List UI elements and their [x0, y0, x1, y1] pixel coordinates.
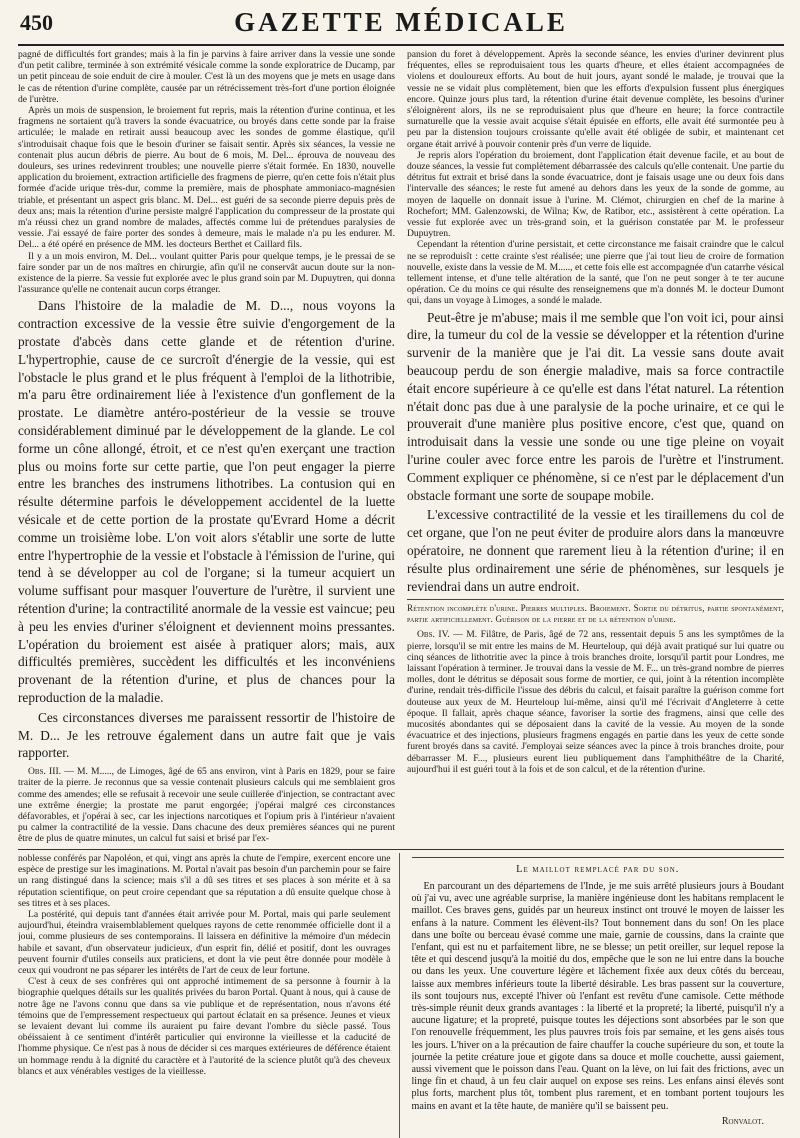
observation-block — [407, 629, 784, 775]
paragraph: Je repris alors l'opération du broiement, dont l'application était devenue facile, et au bout de douze séances, la vessie fut complètement débarrassée des calculs qu'elle contenait. Une partie du détritus fut extrait et brisé dans la sonde évacuatrice, dont je faisais usage une ou deux fois dans l'intervalle des séances; le reste fut amené au dehors dans les yeux de la sonde de gomme, au moyen de laquelle on donnait issue à l'urine. M. Clémot, chirurgien en chef de la marine à Rochefort; MM. Galenzowski, de Wilna; Kw, de Ratibor, etc., assistèrent à cette opération. La vessie fut explorée avec un très-grand soin, et la guérison constatée par M. le professeur Dupuytren. — [407, 149, 784, 240]
article-body — [412, 881, 785, 1113]
paragraph: La postérité, qui depuis tant d'années était arrivée pour M. Portal, mais qui parle seulement aujourd'hui, éteindra vraisemblablement quelques rayons de cette renommée officielle dont il a joui, comme plusieurs de ses contemporains. Il laissera en définitive la mémoire d'un médecin habile et savant, d'un observateur judicieux, d'un esprit fin, délié et positif, dont les ouvrages peuvent fournir d'utiles conseils aux praticiens, et dont la vie peut être donnée pour modèle à ceux qui voudront ne pas séparer les intérêts de l'art de ceux de leur fortune. — [18, 909, 391, 977]
paragraph: Peut-être je m'abuse; mais il me semble que l'on voit ici, pour ainsi dire, la tumeur du col de la vessie se développer et la rétention d'urine survenir de la manière que je l'ai dit. La vessie sans doute avait beaucoup perdu de son énergie maladive, mais sa force contractile était encore supérieure à ce qu'elle est dans l'état naturel. La rétention n'était donc pas due à une paralysie de la poche urinaire, et ce qui le prouverait d'une manière plus positive encore, c'est que, quand on introduisait dans la vessie une sonde ou une tige pleine on voyait l'urine couler avec force entre les parois de l'urètre et l'instrument. Comment expliquer ce phénomène, si ce n'est par le déplacement d'un obstacle formant une sorte de soupape mobile. — [407, 309, 784, 503]
paragraph: Cependant la rétention d'urine persistait, et cette circonstance me faisait craindre que le calcul ne se reproduisît : cette crainte s'est réalisée; une pierre que j'ai tout lieu de croire de formation nouvelle, existe dans la vessie de M. M....., et cette fois elle est accompagnée d'un catarrhe vésical tellement intense, et d'une telle altération de la santé, que l'on ne peut songer à te ter aucune opération. Ce du moins ce qui résulte des renseignemens que m'a donnés M. le docteur Dumont qui, dans un voyage à Limoges, a sondé le malade. — [407, 239, 784, 307]
paragraph: L'excessive contractilité de la vessie et les tiraillemens du col de cet organe, que l'on ne peut éviter de produire alors dans la manœuvre opératoire, ne donnent que rarement lieu à la rétention d'urine; il en résulte plus ordinairement une série de phénomènes, sur lesquels je reviendrai dans un autre endroit. — [407, 507, 784, 594]
section-heading: Rétention incomplète d'urine. Pierres multiples. Broiement. Sortie du détritus, partie spontanément, partie artificiellement. Guérison de la pierre et de la rétention d'urine. — [407, 603, 784, 625]
paragraph: C'est à ceux de ses confrères qui ont approché intimement de sa personne à fournir à la biographie quelques détails sur les qualités privées du baron Portal. Quant à nous, qui à cause de notre âge ne l'avons connu que dans sa vie publique et de représentation, nous n'avons été témoins que de l'empressement respectueux qui partout éclatait en sa présence. Jeunes et vieux se levaient devant lui comme ils auraient pu faire devant l'ombre du siècle passé. Tous obéissaient à ce sentiment d'intérêt particulier qui environne la vieillesse et la caducité de l'homme physique. Ce n'est pas à nous de décider si ces marques extérieures de déférence étaient un hommage rendu à la dignité du caractère et à l'autorité de la science plutôt qu'à des cheveux blancs et aux vénérables vestiges de la vieillesse. — [18, 976, 391, 1077]
page-number: 450 — [20, 10, 53, 35]
paragraph: Il y a un mois environ, M. Del... voulant quitter Paris pour quelque temps, je le pressai de se faire sonder par un de nos maîtres en chirurgie, afin qu'il ne conservât aucun doute sur la non-existence de la pierre. Sa vessie fut explorée avec le plus grand soin par M. Dupuytren, qui donna l'assurance qu'elle ne contenait aucun corps étranger. — [18, 250, 395, 296]
column-right — [407, 49, 784, 849]
gazette-title: GAZETTE MÉDICALE — [234, 6, 568, 37]
column-left — [18, 49, 395, 849]
large-text-block — [18, 297, 395, 762]
divider — [407, 599, 784, 600]
upper-columns — [18, 46, 784, 850]
large-text-block — [407, 309, 784, 596]
article-maillot — [412, 853, 785, 1138]
paragraph: Après un mois de suspension, le broiement fut repris, mais la rétention d'urine continua, et les fragmens ne sortaient qu'à travers la sonde évacuatrice, ou broyés dans cette sonde par la fraise articulée; le malade en retirait aussi beaucoup avec les sondes de gomme élastique, qu'il s'introduisait chaque fois que le besoin d'uriner se faisait sentir. Après six séances, la vessie ne contenait plus aucun débris de pierre. Au bout de 6 mois, M. Del... éprouva de nouveau des douleurs, ses urines redevinrent troubles; une nouvelle pierre s'était formée. En 1830, nouvelle application du broiement, extraction artificielle des fragmens de pierre, qu'en cette fois n'était plus formée d'acide urique très-dur, comme la première, mais de phosphate ammoniaco-magnésien triable, et présentant un aspect gris blanc. M. Del... est guéri de sa seconde pierre depuis près de deux ans; mais la rétention d'urine persiste malgré l'application du compresseur de la prostate qui m'a réussi chez un grand nombre de malades, affectés comme lui de prétendues paralysies de vessie. J'ai essayé de faire porter des sondes à demeure, mais le malade n'a pu les endurer. M. Del... a été opéré en présence de MM. les docteurs Berthet et Caillard fils. — [18, 105, 395, 251]
paragraph: En parcourant un des départemens de l'Inde, je me suis arrêté plusieurs jours à Boudant où j'ai vu, avec une agréable surprise, la manière ingénieuse dont les habitans remplacent le maillot. Ces braves gens, guidés par un heureux instinct ont trouvé le moyen de laisser les enfans à la nature. Comment les élèvent-ils? Tout bonnement dans du son! On les place dans une boîte ou berceau évasé comme une maie, garnie de coussins, dans la crainte que l'enfant, qui est nu et parfaitement libre, ne se blesse; un petit oreiller, sur lequel repose la tête et qui descend jusqu'à la moitié du dos, empêche que le son ne lui entre dans la bouche ou dans les yeux. Une couverture légère et lâchement fixée aux deux côtés du berceau, laisse aux membres inférieurs toute la liberté désirable. Les bras passent sur la couverture, ils sont toujours nus, excepté l'hiver où l'enfant est revêtu d'une camisole. Cette méthode très-simple réunit deux grands avantages : la liberté et la propreté; la liberté, puisqu'il n'y a aucune ligature; et la propreté, puisque toutes les déjections sont absorbées par le son que l'on renouvelle fréquemment, les plus pauvres trois fois par semaine, et les gens aisés tous les jours. L'hiver on a la précaution de faire chauffer la couche supérieure du son, et toute la journée la petite créature joue et gigote dans sa douce et molle couchette, aussi gaiement, aussi vivement que le poisson dans l'eau. Quant on la lève, on lui fait des frictions, avec un linge fin et chaud, à un feu clair auquel on expose ses reins. Les enfans ainsi élevés sont plus forts, marchent plus tôt, tombent plus rarement, et en tombant portent toujours les mains en avant et la tête haute, de manière qu'il se baissent peu. — [411, 881, 784, 1112]
article-signature: Ronvalot. — [721, 1115, 764, 1127]
paragraph: noblesse conférés par Napoléon, et qui, vingt ans après la chute de l'empire, exercent encore une espèce de prestige sur les imaginations. M. Portal n'avait pas besoin d'un parchemin pour se faire un rang distingué dans la science; mais s'il a dû ses titres et ses places à son mérite et à sa réputation scientifique, on peut croire cependant que sa réputation a dû ensuite quelque chose à ses titres et à ses places. — [18, 853, 391, 909]
observation-heading: Obs. IV. — — [417, 629, 463, 641]
small-text-block — [18, 49, 395, 295]
observation-block — [18, 766, 395, 844]
divider — [412, 857, 785, 858]
small-text-block — [407, 49, 784, 307]
obituary-continuation — [18, 853, 400, 1138]
lower-columns — [18, 850, 784, 1138]
observation-text: M. Filâtre, de Paris, âgé de 72 ans, ressentait depuis 5 ans les symptômes de la pierre, lorsqu'il se mit entre les mains de M. Heurteloup, qui déjà avait pratiqué sur lui quatre ou cinq séances de lithotritie avec la pince à trois branches droite, lorsqu'il partit pour Londres, me laissant l'opération à terminer. Je trouvai dans la vessie de M. F... un très-grand nombre de pierres molles, dont le détritus se déposait sous forme de mortier, ce qui, joint à la rétention incomplète d'urine, rendait très-difficile l'issue des débris du calcul, et faisait paraître la guérison comme fort douteuse aux yeux de M. Heurteloup lui-même, ainsi qu'il mé l'écrivait d'Angleterre à cette époque. Il fallait, après chaque séance, favoriser la sortie des fragmens, ainsi que celle des mucosités abondantes qui se déposaient dans la cavité de la vessie. Au moyen de la sonde évacuatrice et des injections, plusieurs fragmens engagés en partie dans les yeux de cette sonde furent broyés dans sa cavité. J'employai seize séances avec la pince à trois branches droite, pour débarrasser M. F..., plusieurs eurent lieu publiquement dans l'amphithéâtre de la Charité, aujourd'hui il est guéri tout à la fois et de son calcul, et de la rétention d'urine. — [407, 629, 784, 775]
observation-text: M. M....., de Limoges, âgé de 65 ans environ, vint à Paris en 1829, pour se faire traiter de la pierre. Je reconnus que sa vessie contenait plusieurs calculs qui me semblaient gros comme des amendes; elle se refusait à recevoir une seule cuillerée d'injection, se contractant avec une extrême énergie; la prostate me parut engorgée; j'opérai malgré ces circonstances défavorables, et j'opérai à sec, car les injections narcotiques et l'opium pris à l'intérieur n'avaient pu calmer la contractilité de la vessie. Dans chacune des deux premières séances qui ne purent être de plus de quatre minutes, un calcul fut saisi et brisé par l'ex- — [18, 766, 395, 845]
observation-heading: Obs. III. — — [28, 766, 74, 778]
paragraph: pansion du foret à développement. Après la seconde séance, les envies d'uriner devinrent plus fréquentes, elles se reproduisaient tous les quarts d'heure, et elles étaient accompagnées de violens et douloureux efforts. Au bout de huit jours, ayant sondé le malade, je trouvai que la vessie ne se vidait plus complètement, bien que les efforts d'expulsion fussent plus énergiques encore. Quinze jours plus tard, la rétention d'urine était devenue complète, les besoins d'uriner s'éloignèrent alors, ils ne se reproduisaient plus que d'heure en heure; la force contractile surnaturelle que la vessie avait acquise s'était épuisée en efforts, elle avait été surmontée peu à peu par la distension toujours croissante qu'elle avait été obligée de subir, et maintenant cet organe était arrivé à pouvoir contenir près d'un verre de liquide. — [407, 49, 784, 150]
page-header — [18, 0, 784, 46]
paragraph: Ces circonstances diverses me paraissent ressortir de l'histoire de M. D... Je les retrouve également dans un autre fait que je vais rapporter. — [18, 709, 395, 761]
article-title: Le maillot remplacé par du son. — [516, 864, 680, 875]
paragraph: pagné de difficultés fort grandes; mais à la fin je parvins à faire arriver dans la vessie une sonde d'un petit calibre, terminée à son extrémité vésicale comme la sonde exploratrice de Ducamp, par un petit pinceau de soie enduit de cire à mouler. C'est là un des moyens que je mets en usage dans le cas de rétention d'urine complète, causée par un rétrécissement très-fort d'une portion éloignée de l'urètre. — [18, 49, 395, 105]
paragraph: Dans l'histoire de la maladie de M. D..., nous voyons la contraction excessive de la vessie être suivie d'engorgement de la prostate d'abcès dans cette glande et de rétention d'urine. L'hypertrophie, cause de ce surcroît d'énergie de la vessie, qui est l'obstacle le plus grand et le plus fréquent à l'emploi de la lithotribie, m'a paru être ordinairement liée à l'existence d'un gonflement de la prostate. Le diamètre antéro-postérieur de la vessie se trouve considérablement diminué par le développement de la glande. Le col forme un cône allongé, étroit, et ce n'est qu'en exerçant une traction plus ou moins forte sur cette partie, que l'on peut engager la pierre entre les branches des instrumens lithotribes. La contusion qui en résulte détermine parfois le développement accidentel de la luette vésicale et de cette portion de la prostate qu'Evrard Home a décrit comme un troisième lobe. L'on voit alors s'établir une sorte de lutte entre l'hypertrophie de la vessie et l'obstacle à l'émission de l'urine, qui tend à se développer au col de l'organe; si la tumeur acquiert un volume suffisant pour masquer l'ouverture de l'urètre, il survient une rétention d'urine; la contractilité anormale de la vessie est vaincue; peu à peu les envies d'uriner s'éloignent et deviennent moins pressantes. L'opération du broiement est aisée à pratiquer alors; mais, aux difficultés premières, succèdent les difficultés et les inconvéniens provenant de la rétention d'urine, et plus de chances pour la reproduction de la maladie. — [18, 298, 395, 705]
